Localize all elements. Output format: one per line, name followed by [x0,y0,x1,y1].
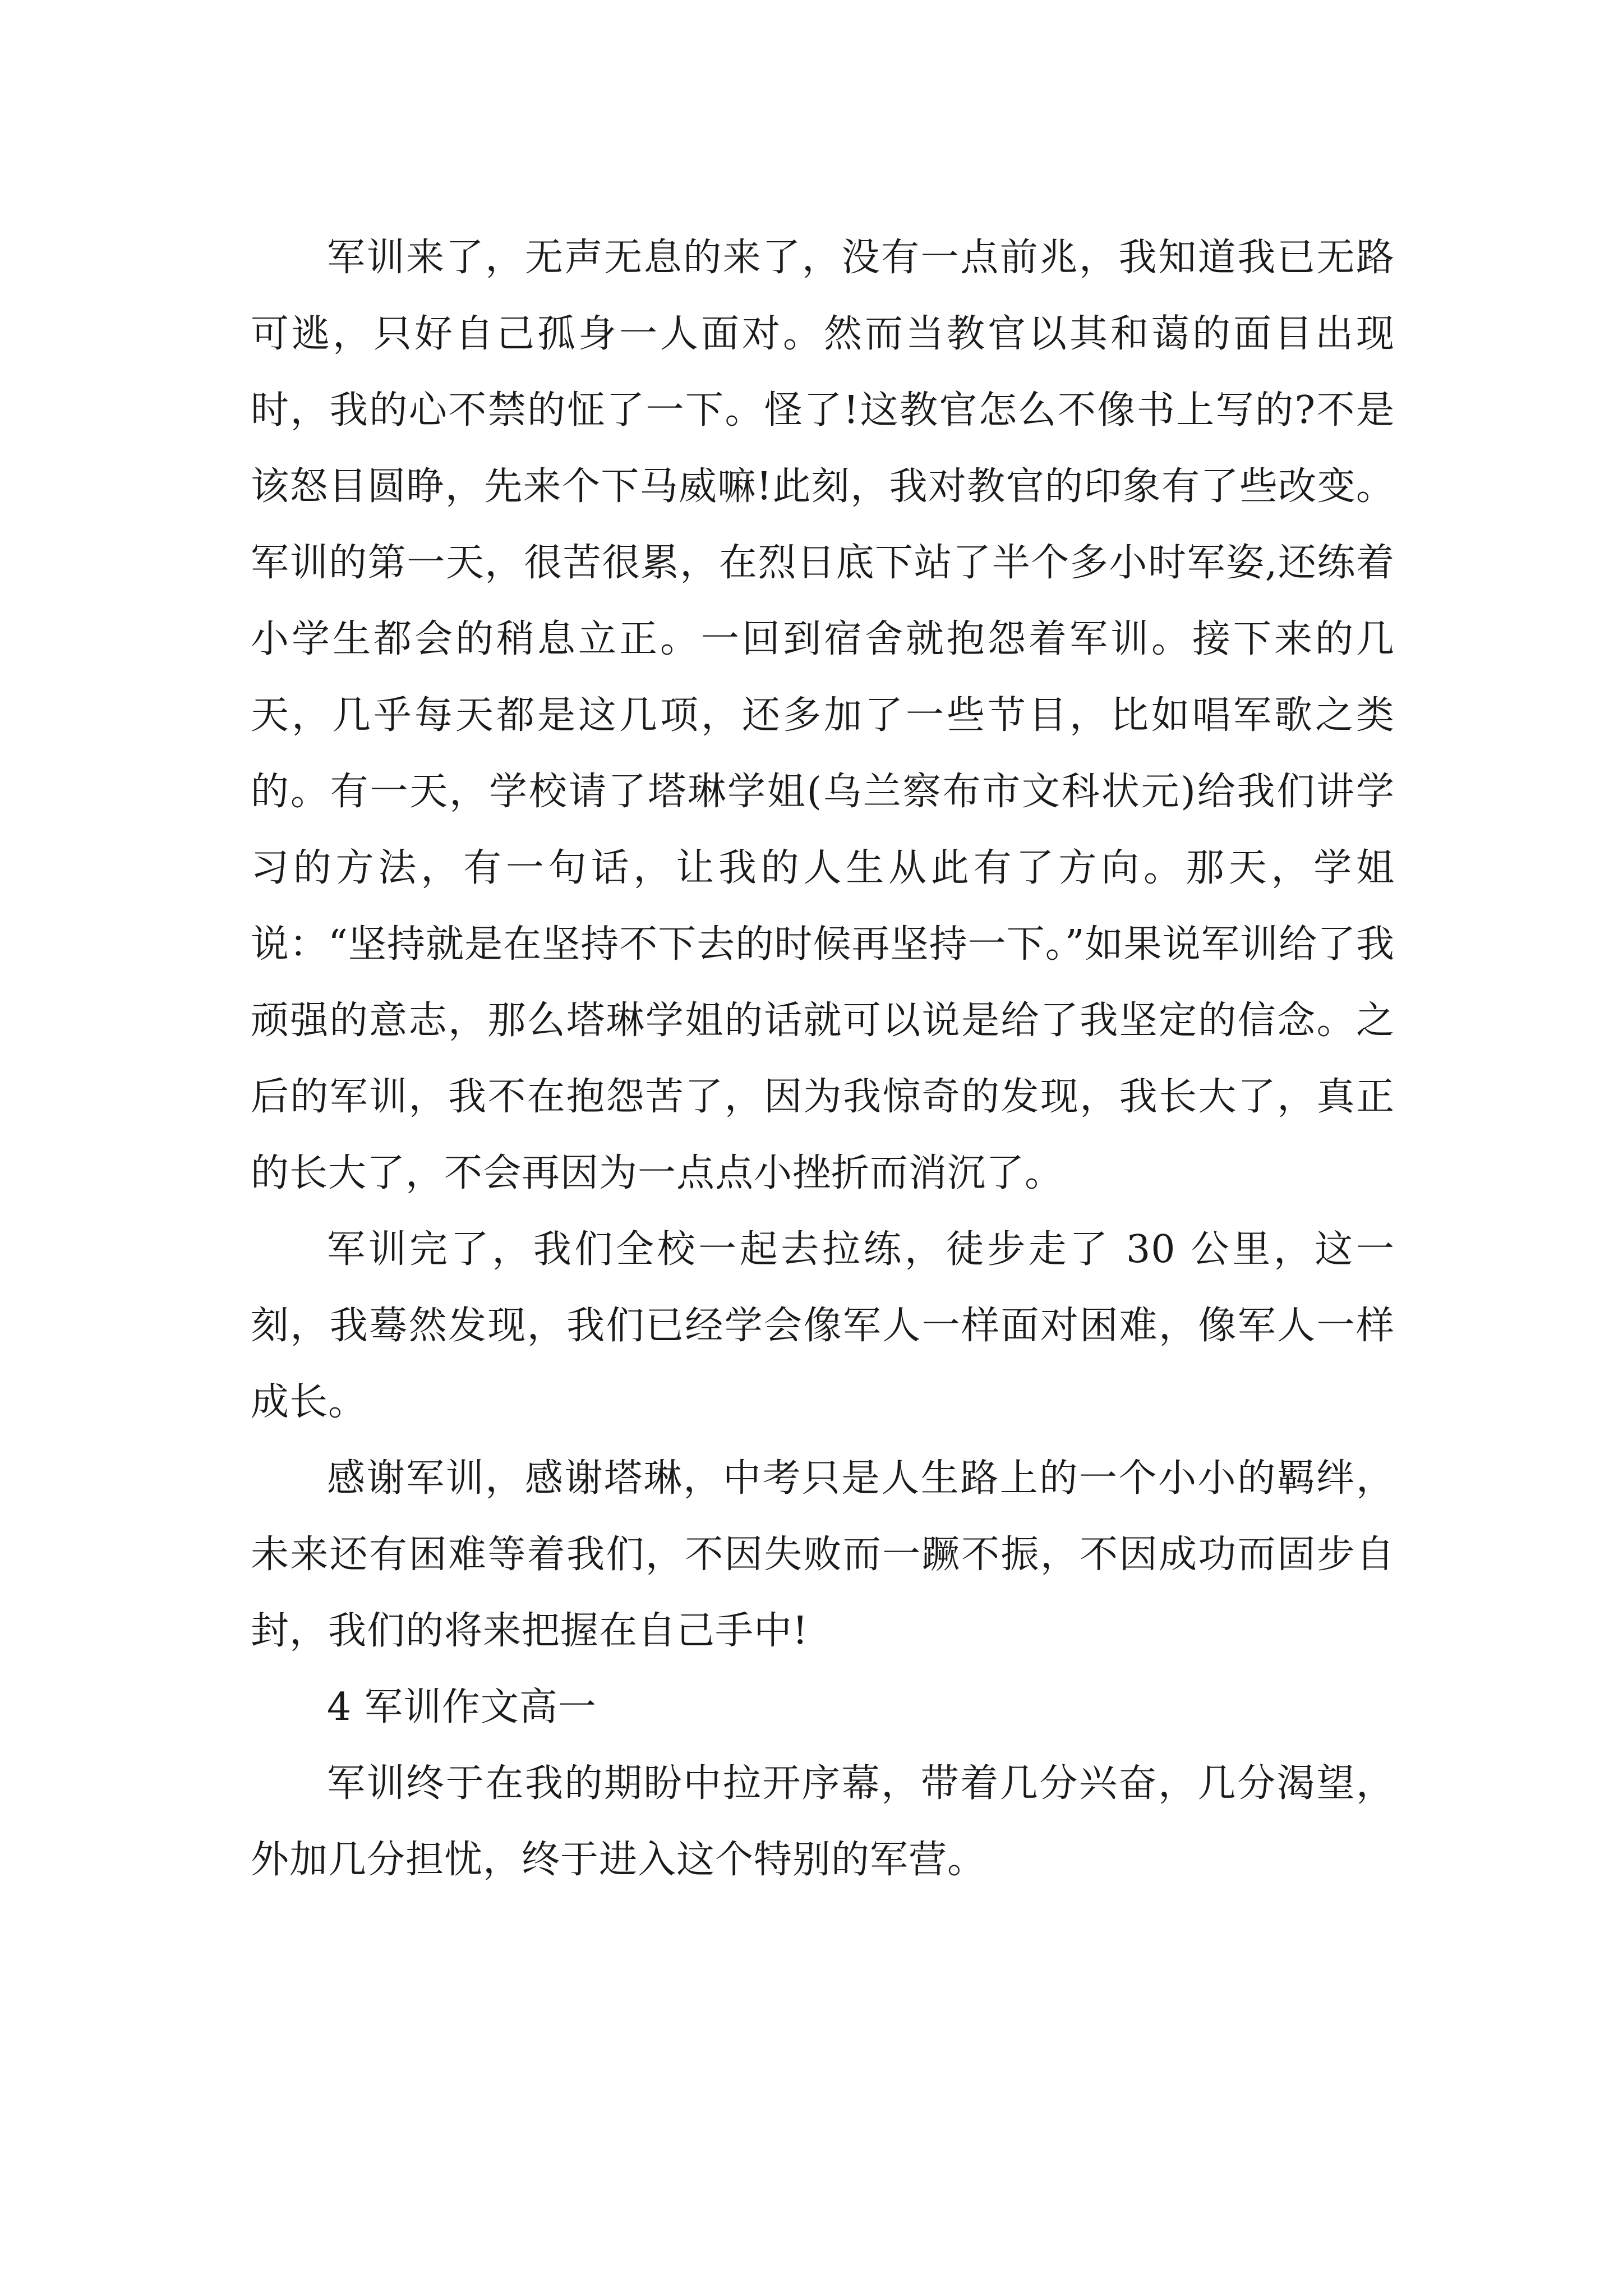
paragraph: 军训来了，无声无息的来了，没有一点前兆，我知道我已无路可逃，只好自己孤身一人面对。然而当教官以其和蔼的面目出现时，我的心不禁的怔了一下。怪了!这教官怎么不像书上写的?不是该怒目圆睁，先来个下马威嘛!此刻，我对教官的印象有了些改变。军训的第一天，很苦很累，在烈日底下站了半个多小时军姿,还练着小学生都会的稍息立正。一回到宿舍就抱怨着军训。接下来的几天，几乎每天都是这几项，还多加了一些节目，比如唱军歌之类的。有一天，学校请了塔琳学姐(乌兰察布市文科状元)给我们讲学习的方法，有一句话，让我的人生从此有了方向。那天，学姐说：“坚持就是在坚持不下去的时候再坚持一下。”如果说军训给了我顽强的意志，那么塔琳学姐的话就可以说是给了我坚定的信念。之后的军训，我不在抱怨苦了，因为我惊奇的发现，我长大了，真正的长大了，不会再因为一点点小挫折而消沉了。 [251,236,1395,1195]
paragraph: 军训完了，我们全校一起去拉练，徒步走了 30 公里，这一刻，我蓦然发现，我们已经学会像军人一样面对困难，像军人一样成长。 [251,1227,1395,1424]
document-body [251,220,1395,1898]
section-heading: 4 军训作文高一 [327,1685,597,1729]
paragraph: 军训终于在我的期盼中拉开序幕，带着几分兴奋，几分渴望，外加几分担忧，终于进入这个特别的军营。 [251,1761,1395,1882]
paragraph: 感谢军训，感谢塔琳，中考只是人生路上的一个小小的羁绊，未来还有困难等着我们，不因失败而一蹶不振，不因成功而固步自封，我们的将来把握在自己手中! [251,1456,1395,1653]
